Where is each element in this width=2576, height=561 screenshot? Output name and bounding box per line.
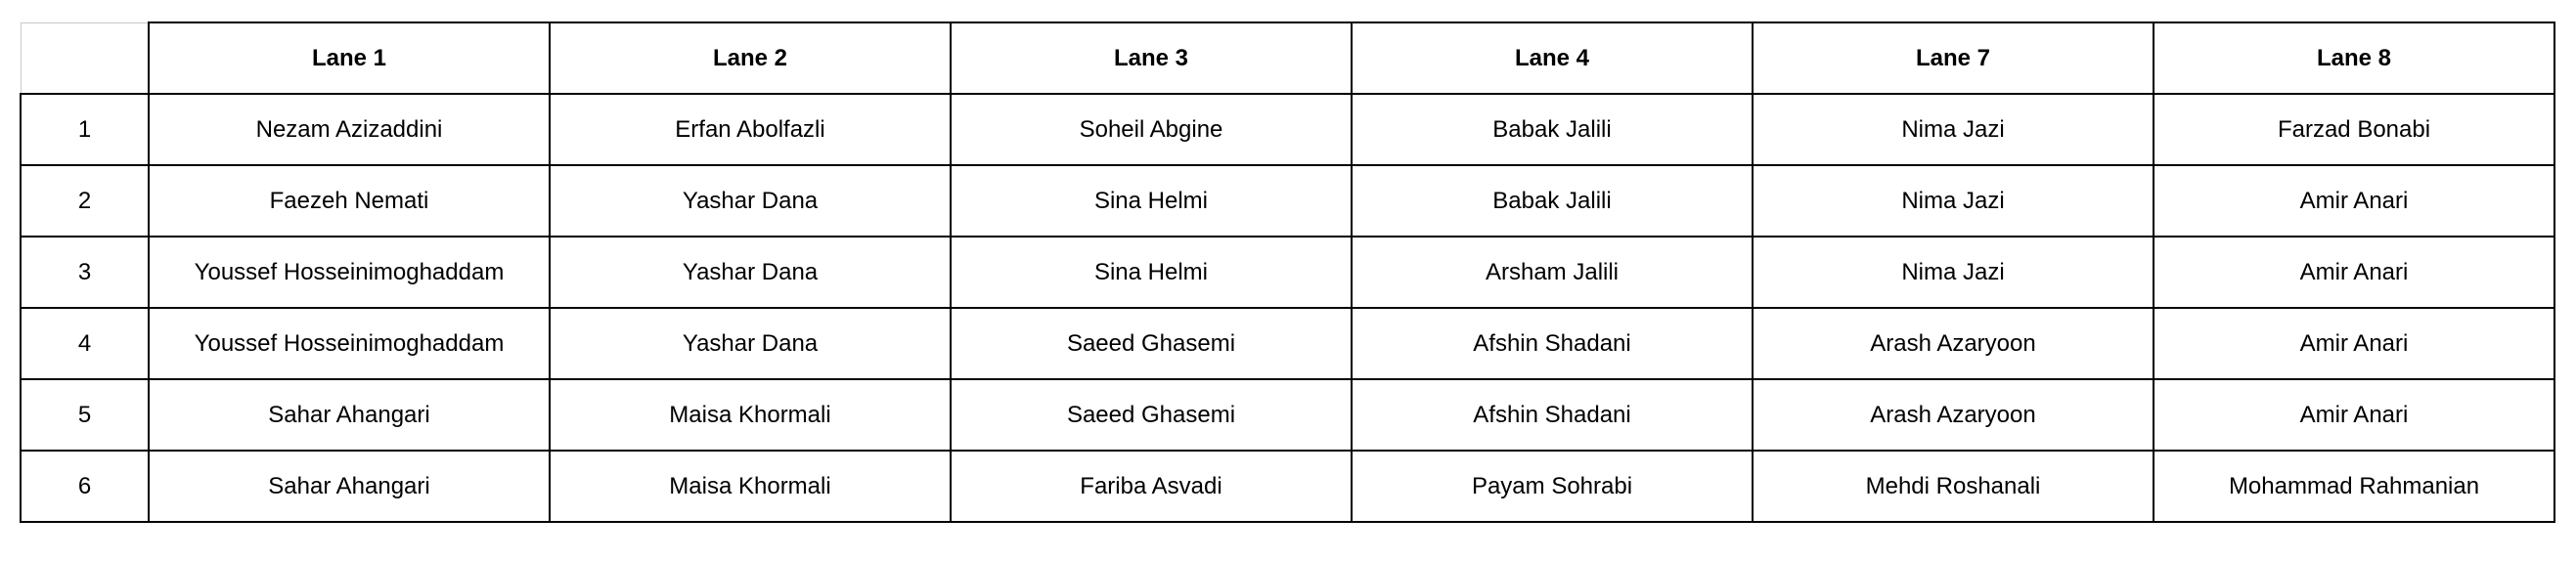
table-row bbox=[21, 237, 2554, 308]
table-row bbox=[21, 451, 2554, 522]
column-header-lane-1: Lane 1 bbox=[149, 22, 550, 94]
table-cell: Afshin Shadani bbox=[1352, 308, 1753, 379]
row-number: 5 bbox=[21, 379, 149, 451]
corner-cell bbox=[21, 22, 149, 94]
lane-assignment-table bbox=[20, 22, 2555, 523]
table-cell: Saeed Ghasemi bbox=[951, 379, 1352, 451]
table-cell: Nezam Azizaddini bbox=[149, 94, 550, 165]
table-cell: Amir Anari bbox=[2154, 237, 2554, 308]
table-cell: Nima Jazi bbox=[1753, 94, 2154, 165]
table-cell: Yashar Dana bbox=[550, 308, 951, 379]
table-cell: Yashar Dana bbox=[550, 237, 951, 308]
table-cell: Erfan Abolfazli bbox=[550, 94, 951, 165]
table-cell: Amir Anari bbox=[2154, 308, 2554, 379]
header-row bbox=[21, 22, 2554, 94]
column-header-lane-2: Lane 2 bbox=[550, 22, 951, 94]
table-cell: Amir Anari bbox=[2154, 165, 2554, 237]
table-cell: Maisa Khormali bbox=[550, 379, 951, 451]
column-header-lane-8: Lane 8 bbox=[2154, 22, 2554, 94]
table-cell: Arsham Jalili bbox=[1352, 237, 1753, 308]
table-cell: Babak Jalili bbox=[1352, 94, 1753, 165]
table-cell: Youssef Hosseinimoghaddam bbox=[149, 308, 550, 379]
column-header-lane-7: Lane 7 bbox=[1753, 22, 2154, 94]
table-cell: Arash Azaryoon bbox=[1753, 379, 2154, 451]
table-cell: Nima Jazi bbox=[1753, 165, 2154, 237]
table-cell: Payam Sohrabi bbox=[1352, 451, 1753, 522]
table-cell: Farzad Bonabi bbox=[2154, 94, 2554, 165]
table-cell: Babak Jalili bbox=[1352, 165, 1753, 237]
table-cell: Soheil Abgine bbox=[951, 94, 1352, 165]
table-cell: Mohammad Rahmanian bbox=[2154, 451, 2554, 522]
table-cell: Sahar Ahangari bbox=[149, 379, 550, 451]
table-cell: Saeed Ghasemi bbox=[951, 308, 1352, 379]
row-number: 3 bbox=[21, 237, 149, 308]
table-cell: Yashar Dana bbox=[550, 165, 951, 237]
column-header-lane-4: Lane 4 bbox=[1352, 22, 1753, 94]
table-cell: Amir Anari bbox=[2154, 379, 2554, 451]
table-cell: Maisa Khormali bbox=[550, 451, 951, 522]
table-row bbox=[21, 165, 2554, 237]
table-cell: Faezeh Nemati bbox=[149, 165, 550, 237]
row-number: 1 bbox=[21, 94, 149, 165]
table-cell: Sahar Ahangari bbox=[149, 451, 550, 522]
table-row bbox=[21, 379, 2554, 451]
table-row bbox=[21, 94, 2554, 165]
table-cell: Sina Helmi bbox=[951, 237, 1352, 308]
table-cell: Afshin Shadani bbox=[1352, 379, 1753, 451]
lane-assignment-sheet bbox=[20, 22, 2555, 523]
column-header-lane-3: Lane 3 bbox=[951, 22, 1352, 94]
table-cell: Arash Azaryoon bbox=[1753, 308, 2154, 379]
row-number: 6 bbox=[21, 451, 149, 522]
table-cell: Mehdi Roshanali bbox=[1753, 451, 2154, 522]
table-cell: Nima Jazi bbox=[1753, 237, 2154, 308]
row-number: 2 bbox=[21, 165, 149, 237]
table-cell: Fariba Asvadi bbox=[951, 451, 1352, 522]
table-cell: Sina Helmi bbox=[951, 165, 1352, 237]
table-row bbox=[21, 308, 2554, 379]
table-cell: Youssef Hosseinimoghaddam bbox=[149, 237, 550, 308]
row-number: 4 bbox=[21, 308, 149, 379]
